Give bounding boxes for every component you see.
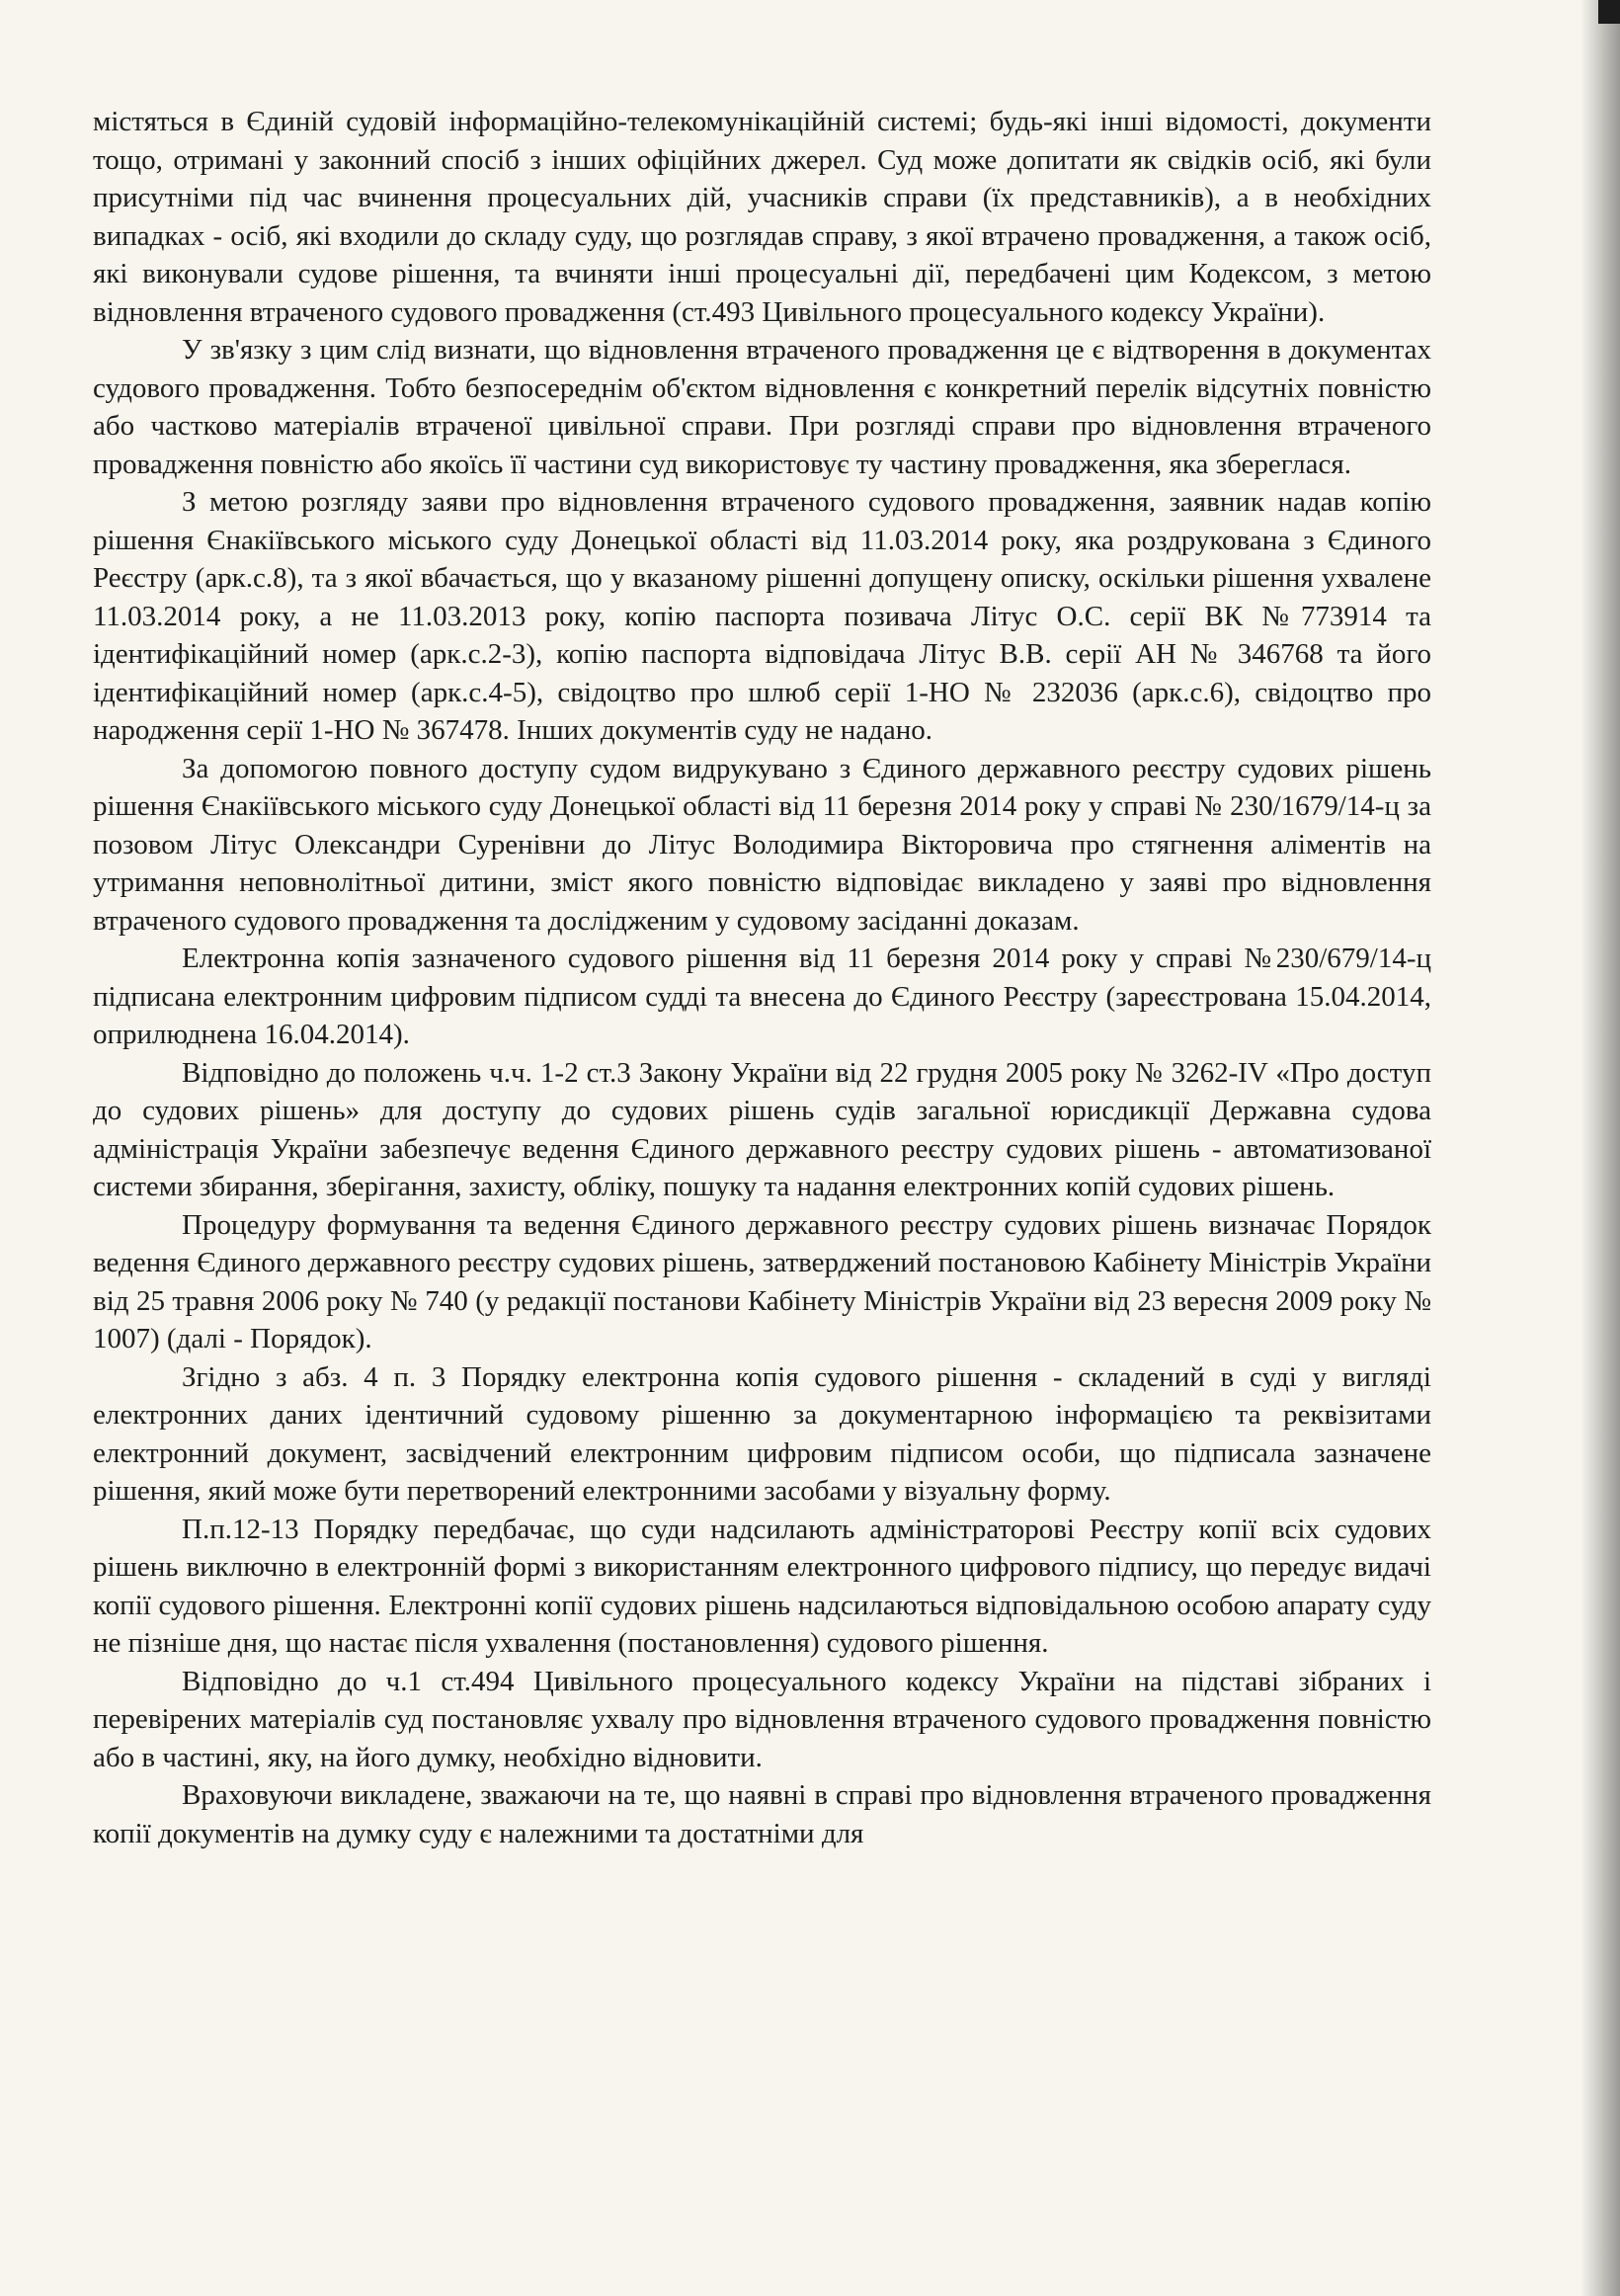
scan-corner-mark [1598, 0, 1620, 24]
paragraph-2: У зв'язку з цим слід визнати, що відновлення втраченого провадження це є відтворення в документах судового провадження. Тобто безпосереднім об'єктом відновлення є конкретний перелік відсутніх повністю або частково матеріалів втраченої цивільної справи. При розгляді справи про відновлення втраченого провадження повністю або якоїсь її частини суд використовує ту частину провадження, яка збереглася. [93, 334, 1431, 480]
paragraph-11: Враховуючи викладене, зважаючи на те, що наявні в справі про відновлення втраченого провадження копії документів на думку суду є належними та достатніми для [93, 1779, 1431, 1849]
paragraph-8: Згідно з абз. 4 п. 3 Порядку електронна копія судового рішення - складений в суді у вигляді електронних даних ідентичний судовому рішенню за документарною інформацією та реквізитами електронний документ, засвідчений електронним цифровим підписом особи, що підписала зазначене рішення, який може бути перетворений електронними засобами у візуальну форму. [93, 1360, 1431, 1507]
document-body [93, 103, 1431, 1852]
paragraph-5: Електронна копія зазначеного судового рішення від 11 березня 2014 року у справі №230/679/14-ц підписана електронним цифровим підписом судді та внесена до Єдиного Реєстру (зареєстрована 15.04.2014, оприлюднена 16.04.2014). [93, 943, 1431, 1050]
paragraph-10: Відповідно до ч.1 ст.494 Цивільного процесуального кодексу України на підставі зібраних і перевірених матеріалів суд постановляє ухвалу про відновлення втраченого судового провадження повністю або в частині, яку, на його думку, необхідно відновити. [93, 1665, 1431, 1773]
paragraph-6: Відповідно до положень ч.ч. 1-2 ст.3 Закону України від 22 грудня 2005 року № 3262-IV «Про доступ до судових рішень» для доступу до судових рішень судів загальної юрисдикції Державна судова адміністрація України забезпечує ведення Єдиного державного реєстру судових рішень - автоматизованої системи збирання, зберігання, захисту, обліку, пошуку та надання електронних копій судових рішень. [93, 1056, 1431, 1202]
paragraph-3: З метою розгляду заяви про відновлення втраченого судового провадження, заявник надав копію рішення Єнакіївського міського суду Донецької області від 11.03.2014 року, яка роздрукована з Єдиного Реєстру (арк.с.8), та з якої вбачається, що у вказаному рішенні допущену описку, оскільки рішення ухвалене 11.03.2014 року, а не 11.03.2013 року, копію паспорта позивача Літус О.С. серії ВК №773914 та ідентифікаційний номер (арк.с.2-3), копію паспорта відповідача Літус В.В. серії АН № 346768 та його ідентифікаційний номер (арк.с.4-5), свідоцтво про шлюб серії 1-НО № 232036 (арк.с.6), свідоцтво про народження серії 1-НО № 367478. Інших документів суду не надано. [93, 486, 1431, 746]
page-edge-shadow [1580, 0, 1620, 2296]
paragraph-1: містяться в Єдиній судовій інформаційно-телекомунікаційній системі; будь-які інші відомості, документи тощо, отримані у законний спосіб з інших офіційних джерел. Суд може допитати як свідків осіб, які були присутніми під час вчинення процесуальних дій, учасників справи (їх представників), а в необхідних випадках - осіб, які входили до складу суду, що розглядав справу, з якої втрачено провадження, а також осіб, які виконували судове рішення, та вчиняти інші процесуальні дії, передбачені цим Кодексом, з метою відновлення втраченого судового провадження (ст.493 Цивільного процесуального кодексу України). [93, 106, 1431, 328]
paragraph-9: П.п.12-13 Порядку передбачає, що суди надсилають адміністраторові Реєстру копії всіх судових рішень виключно в електронній формі з використанням електронного цифрового підпису, що передує видачі копії судового рішення. Електронні копії судових рішень надсилаються відповідальною особою апарату суду не пізніше дня, що настає після ухвалення (постановлення) судового рішення. [93, 1513, 1431, 1659]
paragraph-7: Процедуру формування та ведення Єдиного державного реєстру судових рішень визначає Порядок ведення Єдиного державного реєстру судових рішень, затверджений постановою Кабінету Міністрів України від 25 травня 2006 року № 740 (у редакції постанови Кабінету Міністрів України від 23 вересня 2009 року № 1007) (далі - Порядок). [93, 1208, 1431, 1354]
paragraph-4: За допомогою повного доступу судом видрукувано з Єдиного державного реєстру судових рішень рішення Єнакіївського міського суду Донецької області від 11 березня 2014 року у справі № 230/1679/14-ц за позовом Літус Олександри Суренівни до Літус Володимира Вікторовича про стягнення аліментів на утримання неповнолітньої дитини, зміст якого повністю відповідає викладено у заяві про відновлення втраченого судового провадження та дослідженим у судовому засіданні доказам. [93, 752, 1431, 937]
